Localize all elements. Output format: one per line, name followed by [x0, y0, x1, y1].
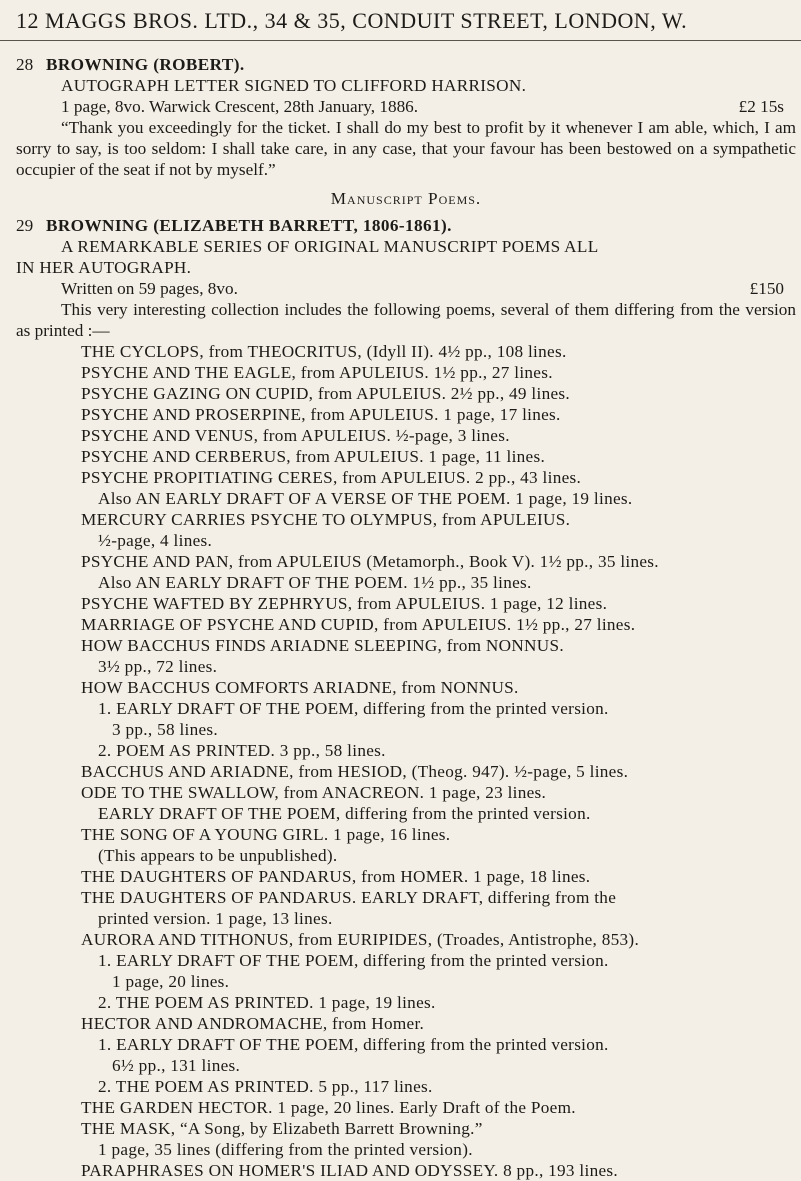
poem-line: Also AN EARLY DRAFT OF THE POEM. 1½ pp., 35 lines.: [98, 573, 532, 592]
entry-price: £150: [749, 279, 784, 298]
poem-line: THE MASK, “A Song, by Elizabeth Barrett Browning.”: [81, 1119, 483, 1138]
section-heading: Manuscript Poems.: [330, 189, 482, 208]
poem-line: printed version. 1 page, 13 lines.: [98, 909, 333, 928]
poem-line: MARRIAGE OF PSYCHE AND CUPID, from APULEIUS. 1½ pp., 27 lines.: [81, 615, 636, 634]
poem-line: 3½ pp., 72 lines.: [98, 657, 218, 676]
poem-line: 2. THE POEM AS PRINTED. 5 pp., 117 lines.: [98, 1077, 433, 1096]
entry-29: [16, 215, 796, 1181]
catalogue-content: [16, 54, 796, 1181]
entry-title-continued: IN HER AUTOGRAPH.: [16, 258, 192, 277]
poem-line: 1. EARLY DRAFT OF THE POEM, differing from the printed version.: [98, 699, 609, 718]
poem-line: PSYCHE AND PROSERPINE, from APULEIUS. 1 page, 17 lines.: [81, 405, 561, 424]
poem-line: HOW BACCHUS COMFORTS ARIADNE, from NONNUS.: [81, 678, 519, 697]
poem-line: THE CYCLOPS, from THEOCRITUS, (Idyll II). 4½ pp., 108 lines.: [81, 342, 567, 361]
page-header: 12 MAGGS BROS. LTD., 34 & 35, CONDUIT STREET, LONDON, W.: [16, 8, 688, 33]
poem-line: PSYCHE AND THE EAGLE, from APULEIUS. 1½ pp., 27 lines.: [81, 363, 553, 382]
poem-line: AURORA AND TITHONUS, from EURIPIDES, (Troades, Antistrophe, 853).: [81, 930, 640, 949]
poem-line: Also AN EARLY DRAFT OF A VERSE OF THE POEM. 1 page, 19 lines.: [98, 489, 633, 508]
poem-line: THE SONG OF A YOUNG GIRL. 1 page, 16 lines.: [81, 825, 451, 844]
entry-28: [16, 54, 796, 180]
poem-line: 1. EARLY DRAFT OF THE POEM, differing from the printed version.: [98, 1035, 609, 1054]
header-rule: [0, 40, 801, 41]
entry-intro: This very interesting collection includes the following poems, several of them differing from the version as printed :—: [16, 300, 796, 340]
poem-line: THE DAUGHTERS OF PANDARUS. EARLY DRAFT, differing from the: [81, 888, 617, 907]
poem-line: 2. THE POEM AS PRINTED. 1 page, 19 lines.: [98, 993, 436, 1012]
entry-author: BROWNING (ELIZABETH BARRETT, 1806-1861).: [46, 216, 452, 235]
poem-line: ½-page, 4 lines.: [98, 531, 213, 550]
poem-line: HOW BACCHUS FINDS ARIADNE SLEEPING, from NONNUS.: [81, 636, 564, 655]
poem-line: 1 page, 35 lines (differing from the printed version).: [98, 1140, 473, 1159]
entry-price: £2 15s: [738, 97, 784, 116]
poem-line: MERCURY CARRIES PSYCHE TO OLYMPUS, from APULEIUS.: [81, 510, 571, 529]
entry-title: A REMARKABLE SERIES OF ORIGINAL MANUSCRIPT POEMS ALL: [61, 237, 599, 256]
poem-line: PSYCHE GAZING ON CUPID, from APULEIUS. 2½ pp., 49 lines.: [81, 384, 570, 403]
entry-number: 29: [16, 216, 34, 235]
poem-line: 2. POEM AS PRINTED. 3 pp., 58 lines.: [98, 741, 386, 760]
poem-line: PARAPHRASES ON HOMER'S ILIAD AND ODYSSEY. 8 pp., 193 lines.: [81, 1161, 618, 1180]
poem-line: PSYCHE AND PAN, from APULEIUS (Metamorph., Book V). 1½ pp., 35 lines.: [81, 552, 659, 571]
entry-title: AUTOGRAPH LETTER SIGNED TO CLIFFORD HARRISON.: [61, 76, 527, 95]
poem-line: 6½ pp., 131 lines.: [112, 1056, 241, 1075]
entry-description: Written on 59 pages, 8vo.: [61, 279, 238, 298]
poem-line: ODE TO THE SWALLOW, from ANACREON. 1 page, 23 lines.: [81, 783, 547, 802]
poem-line: 1. EARLY DRAFT OF THE POEM, differing from the printed version.: [98, 951, 609, 970]
poem-line: THE GARDEN HECTOR. 1 page, 20 lines. Early Draft of the Poem.: [81, 1098, 576, 1117]
poem-line: EARLY DRAFT OF THE POEM, differing from the printed version.: [98, 804, 591, 823]
entry-author: BROWNING (ROBERT).: [46, 55, 245, 74]
entry-number: 28: [16, 55, 34, 74]
poem-line: 3 pp., 58 lines.: [112, 720, 219, 739]
poem-line: HECTOR AND ANDROMACHE, from Homer.: [81, 1014, 425, 1033]
poem-line: 1 page, 20 lines.: [112, 972, 230, 991]
poem-line: THE DAUGHTERS OF PANDARUS, from HOMER. 1 page, 18 lines.: [81, 867, 591, 886]
poem-line: (This appears to be unpublished).: [98, 846, 338, 865]
poem-line: PSYCHE AND VENUS, from APULEIUS. ½-page, 3 lines.: [81, 426, 510, 445]
poem-line: BACCHUS AND ARIADNE, from HESIOD, (Theog. 947). ½-page, 5 lines.: [81, 762, 629, 781]
poem-line: PSYCHE AND CERBERUS, from APULEIUS. 1 page, 11 lines.: [81, 447, 546, 466]
poem-list: [16, 341, 796, 1181]
entry-description: 1 page, 8vo. Warwick Crescent, 28th January, 1886.: [61, 97, 419, 116]
entry-quote: “Thank you exceedingly for the ticket. I shall do my best to profit by it whenever I am able, which, I am sorry to say, is too seldom: I shall take care, in any case, that your favour has been bestowed on a sympathetic occupier of the seat if not by myself.”: [16, 118, 796, 179]
poem-line: PSYCHE WAFTED BY ZEPHRYUS, from APULEIUS. 1 page, 12 lines.: [81, 594, 608, 613]
poem-line: PSYCHE PROPITIATING CERES, from APULEIUS. 2 pp., 43 lines.: [81, 468, 582, 487]
